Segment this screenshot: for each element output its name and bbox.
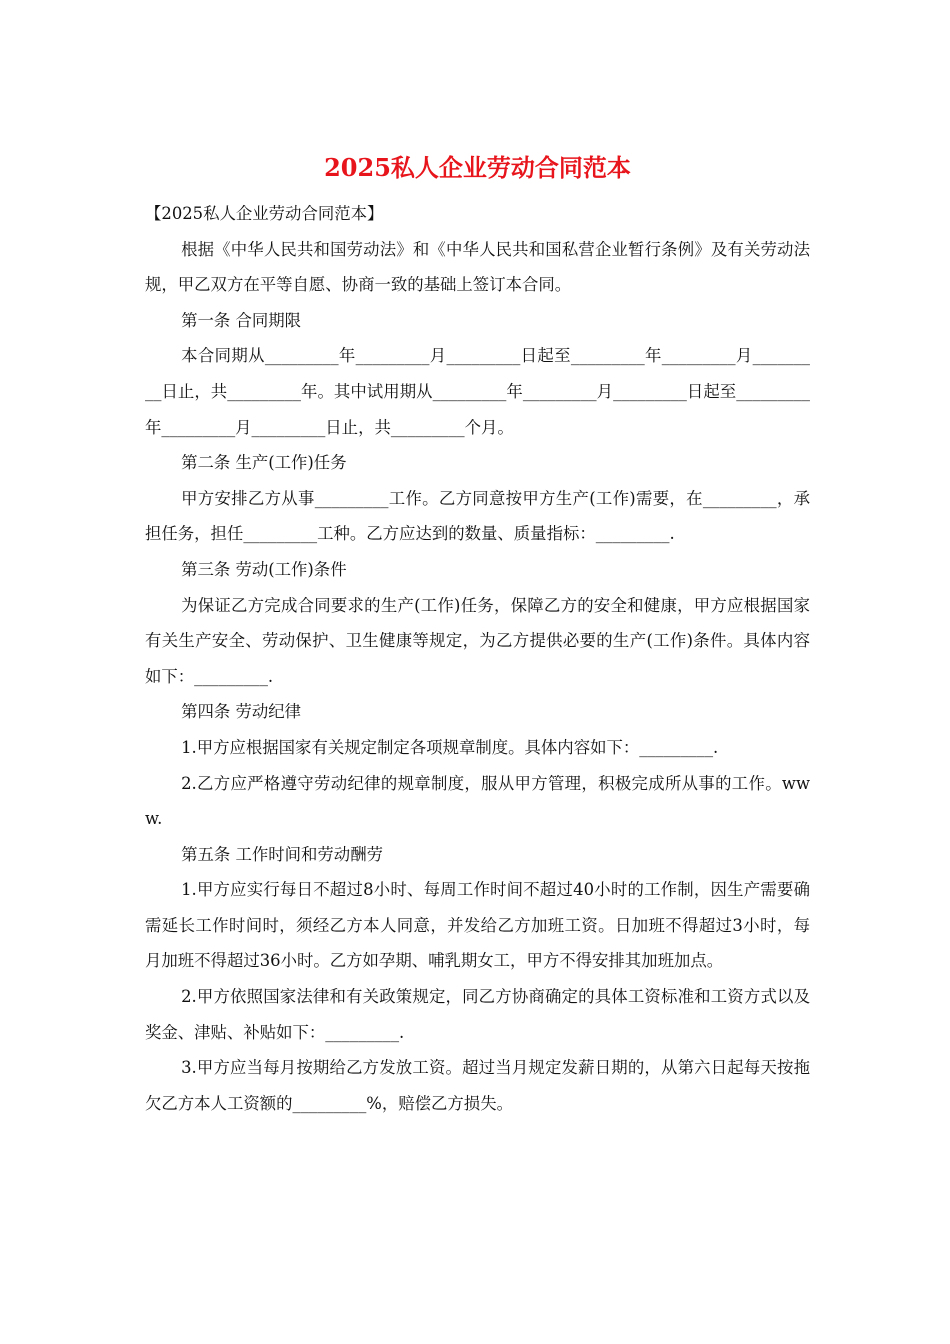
- document-title: 2025私人企业劳动合同范本: [324, 153, 631, 182]
- article-1-heading: 第一条 合同期限: [181, 310, 302, 330]
- preamble-paragraph: 根据《中华人民共和国劳动法》和《中华人民共和国私营企业暂行条例》及有关劳动法规，甲乙双方在平等自愿、协商一致的基础上签订本合同。: [145, 239, 810, 295]
- article-5-item-1: 1.甲方应实行每日不超过8小时、每周工作时间不超过40小时的工作制，因生产需要确需延长工作时间时，须经乙方本人同意，并发给乙方加班工资。日加班不得超过3小时，每月加班不得超过36小时。乙方如孕期、哺乳期女工，甲方不得安排其加班加点。: [145, 880, 810, 971]
- article-4-item-2: 2.乙方应严格遵守劳动纪律的规章制度，服从甲方管理，积极完成所从事的工作。www.: [145, 773, 810, 829]
- article-2-heading: 第二条 生产(工作)任务: [181, 453, 347, 473]
- article-5-heading: 第五条 工作时间和劳动酬劳: [181, 844, 383, 864]
- article-5-item-3: 3.甲方应当每月按期给乙方发放工资。超过当月规定发薪日期的，从第六日起每天按拖欠乙方本人工资额的_________%，赔偿乙方损失。: [145, 1058, 810, 1113]
- article-3-body: 为保证乙方完成合同要求的生产(工作)任务，保障乙方的安全和健康，甲方应根据国家有关生产安全、劳动保护、卫生健康等规定，为乙方提供必要的生产(工作)条件。具体内容如下：_________.: [145, 595, 810, 686]
- subtitle-bracket: 【2025私人企业劳动合同范本】: [145, 204, 384, 223]
- article-2-body: 甲方安排乙方从事_________工作。乙方同意按甲方生产(工作)需要，在_________，承担任务，担任_________工种。乙方应达到的数量、质量指标：_________.: [145, 488, 810, 544]
- article-4-item-1: 1.甲方应根据国家有关规定制定各项规章制度。具体内容如下：_________.: [181, 737, 719, 757]
- document-body: [145, 196, 810, 1121]
- article-3-heading: 第三条 劳动(工作)条件: [181, 559, 347, 579]
- article-4-heading: 第四条 劳动纪律: [181, 702, 302, 722]
- article-1-body: 本合同期从_________年_________月_________日起至_________年_________月_________日止，共_________年。其中试用期从_________年_________月_________日起至_________年_________月_________日止，共_________个月。: [145, 346, 810, 437]
- article-5-item-2: 2.甲方依照国家法律和有关政策规定，同乙方协商确定的具体工资标准和工资方式以及奖金、津贴、补贴如下：_________.: [145, 987, 810, 1042]
